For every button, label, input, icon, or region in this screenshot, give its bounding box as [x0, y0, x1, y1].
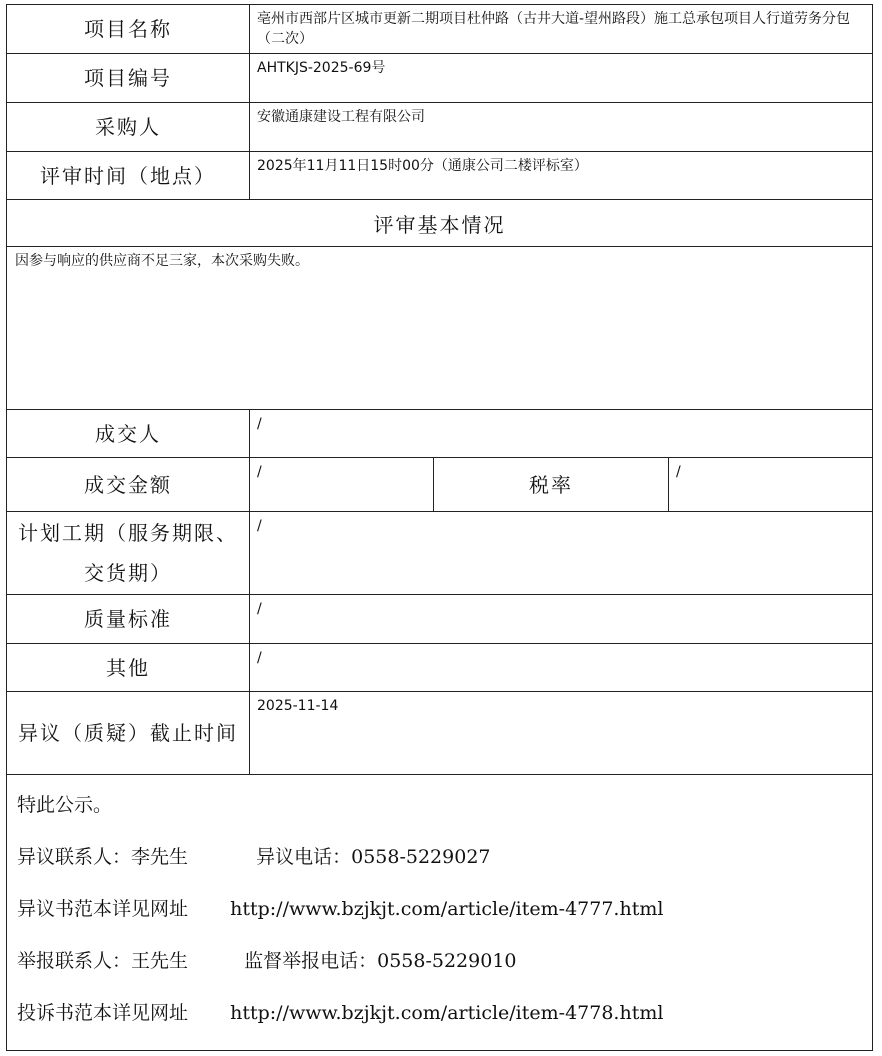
- project-no-label: 项目编号: [7, 54, 250, 103]
- objection-template-line: [17, 889, 872, 941]
- objection-template-label: 异议书范本详见网址: [17, 898, 189, 920]
- announce-line: [17, 785, 872, 837]
- quality-label: 质量标准: [7, 595, 250, 644]
- purchaser-label: 采购人: [7, 103, 250, 152]
- period-label: 计划工期（服务期限、交货期）: [7, 512, 250, 595]
- purchaser-value: 安徽通康建设工程有限公司: [250, 103, 873, 152]
- review-section-title: 评审基本情况: [7, 200, 873, 247]
- report-contact: 举报联系人：王先生: [17, 950, 189, 972]
- project-name-value: 亳州市西部片区城市更新二期项目杜仲路（古井大道-望州路段）施工总承包项目人行道劳务分包（二次）: [250, 5, 873, 54]
- objection-phone: 异议电话：0558-5229027: [256, 846, 491, 868]
- amount-label: 成交金额: [7, 458, 250, 512]
- complaint-template-link[interactable]: http://www.bzjkjt.com/article/item-4778.html: [230, 1002, 664, 1024]
- objection-contact-line: [17, 837, 872, 889]
- row-project-no: [7, 54, 873, 103]
- tax-rate-value: /: [669, 458, 873, 512]
- complaint-template-label: 投诉书范本详见网址: [17, 1002, 189, 1024]
- objection-contact: 异议联系人：李先生: [17, 846, 189, 868]
- period-value: /: [250, 512, 873, 595]
- row-project-name: [7, 5, 873, 54]
- project-name-label: 项目名称: [7, 5, 250, 54]
- row-notice: [7, 775, 873, 1051]
- winner-value: /: [250, 410, 873, 458]
- row-review-section-title: [7, 200, 873, 247]
- report-contact-line: [17, 941, 872, 993]
- review-section-content: 因参与响应的供应商不足三家，本次采购失败。: [7, 247, 873, 410]
- complaint-template-line: [17, 993, 872, 1045]
- winner-label: 成交人: [7, 410, 250, 458]
- row-review-time: [7, 152, 873, 200]
- review-time-value: 2025年11月11日15时00分（通康公司二楼评标室）: [250, 152, 873, 200]
- row-period: [7, 512, 873, 595]
- announce-text: 特此公示。: [17, 794, 113, 816]
- row-objection-deadline: [7, 692, 873, 775]
- objection-deadline-value: 2025-11-14: [250, 692, 873, 775]
- row-purchaser: [7, 103, 873, 152]
- row-other: [7, 644, 873, 692]
- procurement-result-table: [6, 4, 873, 1051]
- amount-value: /: [250, 458, 434, 512]
- row-quality: [7, 595, 873, 644]
- objection-template-link[interactable]: http://www.bzjkjt.com/article/item-4777.html: [230, 898, 664, 920]
- row-amount: [7, 458, 873, 512]
- objection-deadline-label: 异议（质疑）截止时间: [7, 692, 250, 775]
- quality-value: /: [250, 595, 873, 644]
- project-no-value: AHTKJS-2025-69号: [250, 54, 873, 103]
- tax-rate-label: 税率: [434, 458, 669, 512]
- review-time-label: 评审时间（地点）: [7, 152, 250, 200]
- row-winner: [7, 410, 873, 458]
- row-review-content: [7, 247, 873, 410]
- report-phone: 监督举报电话：0558-5229010: [244, 950, 517, 972]
- notice-block: [7, 775, 873, 1051]
- other-value: /: [250, 644, 873, 692]
- other-label: 其他: [7, 644, 250, 692]
